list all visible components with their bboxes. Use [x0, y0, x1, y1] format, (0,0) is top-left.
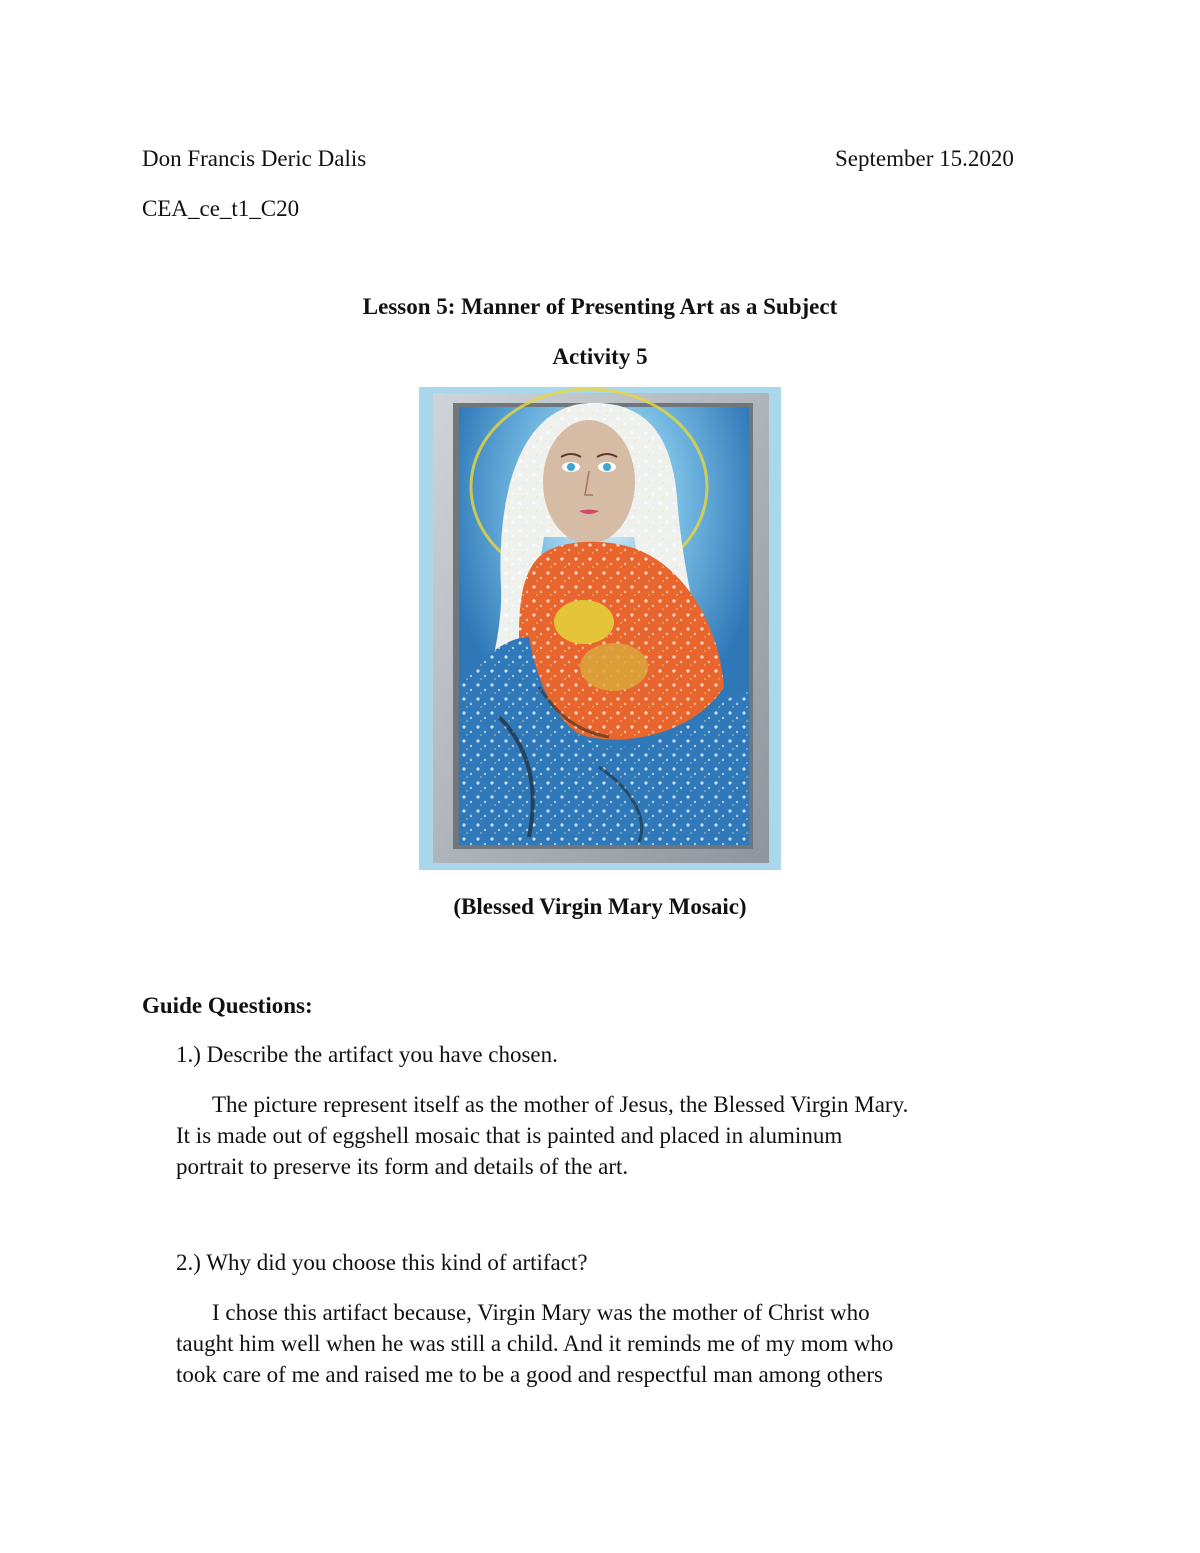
question-1: 1.) Describe the artifact you have chosen. [176, 1042, 558, 1067]
answer-2 [176, 1297, 1056, 1390]
mosaic-artwork-image [419, 387, 781, 870]
answer-1 [176, 1089, 1056, 1182]
answer-1-line: It is made out of eggshell mosaic that is painted and placed in aluminum [176, 1123, 843, 1148]
guide-questions-heading: Guide Questions: [142, 993, 313, 1018]
author-name: Don Francis Deric Dalis [142, 146, 367, 171]
activity-title: Activity 5 [552, 344, 648, 369]
question-2: 2.) Why did you choose this kind of artifact? [176, 1250, 588, 1275]
answer-1-line: The picture represent itself as the mother of Jesus, the Blessed Virgin Mary. [212, 1092, 909, 1117]
answer-1-line: portrait to preserve its form and details of the art. [176, 1154, 629, 1179]
answer-2-line: taught him well when he was still a child. And it reminds me of my mom who [176, 1331, 894, 1356]
document-date: September 15.2020 [835, 146, 1014, 171]
figure-caption: (Blessed Virgin Mary Mosaic) [453, 894, 747, 919]
lesson-title: Lesson 5: Manner of Presenting Art as a Subject [362, 294, 838, 319]
answer-2-line: I chose this artifact because, Virgin Mary was the mother of Christ who [212, 1300, 870, 1325]
course-code: CEA_ce_t1_C20 [142, 196, 300, 221]
answer-2-line: took care of me and raised me to be a good and respectful man among others [176, 1362, 884, 1387]
